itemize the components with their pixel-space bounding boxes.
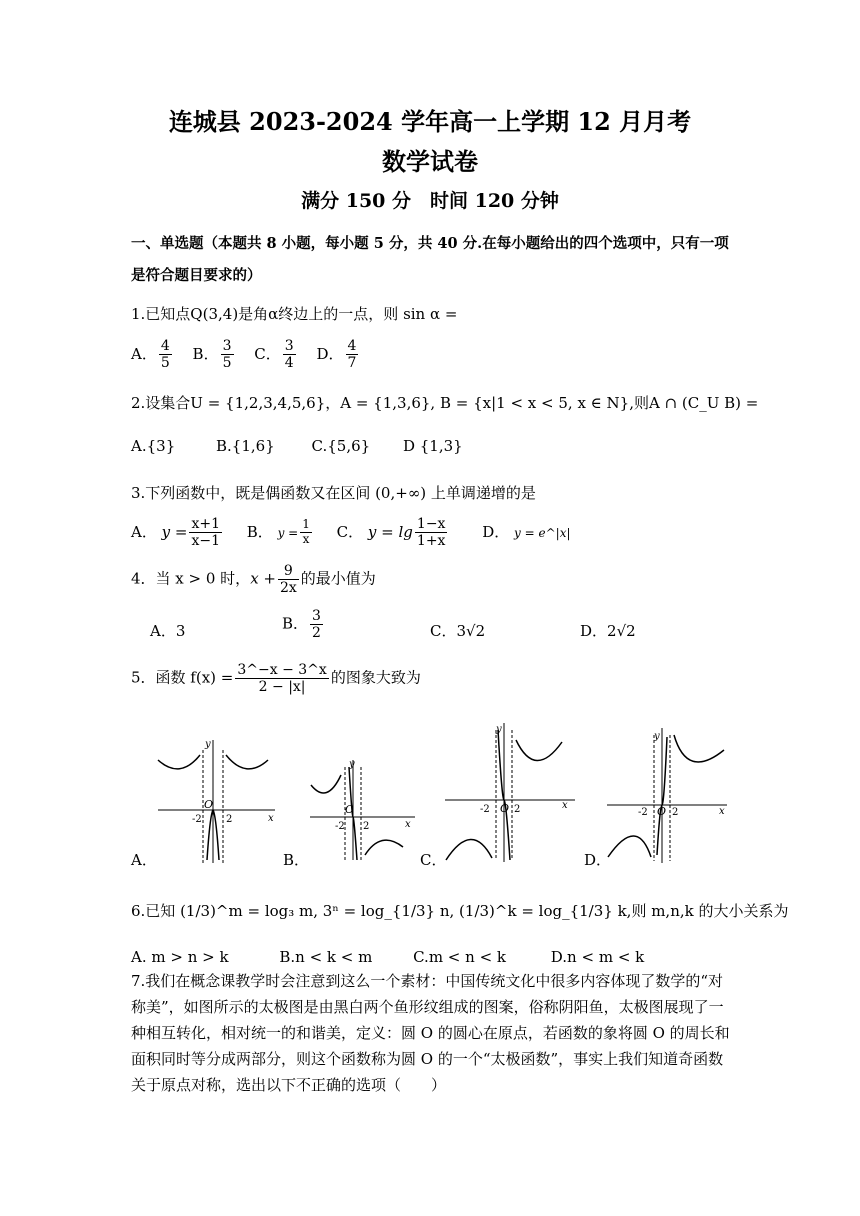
graph-b <box>305 755 420 865</box>
graph-d <box>602 725 732 865</box>
exam-title-line1: 连城县 2023-2024 学年高一上学期 12 月月考 <box>168 107 692 136</box>
q3-option-b: B． y = $\frac{1}{x}$ <box>246 517 310 547</box>
graph-b-x-label: x <box>405 819 411 830</box>
graph-c-pos-tick: 2 <box>514 804 521 815</box>
q1-option-a: A． $\frac{4}{5}$ <box>131 338 170 372</box>
graph-c-y-label: y <box>496 724 502 735</box>
q2-option-a: A.{3} <box>131 437 176 455</box>
graph-d-y-label: y <box>654 731 660 742</box>
q1-option-b: B． $\frac{3}{5}$ <box>192 338 232 372</box>
q6-option-b: B.n < k < m <box>279 948 373 966</box>
graph-a-y-label: y <box>205 739 211 750</box>
question-4-stem: 4．当 x > 0 时，x + $\frac{9}{2x}$ 的最小值为 <box>131 563 376 597</box>
exam-title-line2: 数学试卷 <box>382 147 478 176</box>
question-1-options <box>131 338 360 371</box>
graph-b-pos-tick: 2 <box>363 821 370 832</box>
q6-option-d: D.n < m < k <box>550 948 645 966</box>
graph-d-pos-tick: 2 <box>672 807 679 818</box>
q2-option-d: D {1,3} <box>402 437 463 455</box>
q1-option-c: C． $\frac{3}{4}$ <box>254 338 294 372</box>
question-6-stem: 6.已知 (1/3)^m = log₃ m, 3ⁿ = log_{1/3} n, (1/3)^k = log_{1/3} k,则 m,n,k 的大小关系为 <box>131 902 789 920</box>
question-5-stem: 5．函数 f(x) = $\frac{3\^{}-x - 3\^{}x}{2 - |x|}$ 的图象大致为 <box>131 662 421 696</box>
graph-a <box>150 735 280 865</box>
graph-c-label: C． <box>420 851 447 869</box>
graph-d-x-label: x <box>719 806 725 817</box>
graph-d-neg-tick: -2 <box>638 807 648 818</box>
q4-option-d: D．2√2 <box>580 622 636 640</box>
graph-b-neg-tick: -2 <box>335 821 345 832</box>
graph-a-label: A． <box>131 851 157 869</box>
question-2-stem: 2.设集合U = {1,2,3,4,5,6}，A = {1,3,6}, B = {x|1 < x < 5, x ∈ N},则A ∩ (C_U B) = <box>131 394 759 412</box>
q6-option-a: A. m > n > k <box>131 948 229 966</box>
graph-a-x-label: x <box>268 813 274 824</box>
graph-c-x-label: x <box>562 800 568 811</box>
question-7-text: 7.我们在概念课教学时会注意到这么一个素材：中国传统文化中很多内容体现了数学的“对称美”，如图所示的太极图是由黑白两个鱼形纹组成的图案，俗称阴阳鱼，太极图展现了一种相互转化，相对统一的和谐美，定义：圆 O 的圆心在原点，若函数的象将圆 O 的周长和面积同时等分成两部分，则这个函数称为圆 O 的一个“太极函数”，事实上我们知道奇函数关于原点对称，选出以下不正确的选项（ ） <box>131 972 730 1094</box>
graph-d-origin: O <box>657 805 667 818</box>
section-heading: 一、单选题（本题共 8 小题，每小题 5 分，共 40 分.在每小题给出的四个选项中，只有一项 <box>131 235 729 252</box>
q3-option-d: D． y = e^|x| <box>482 522 571 541</box>
q2-option-b: B.{1,6} <box>216 437 275 455</box>
q4-option-b: B． $\frac{3}{2}$ <box>282 608 321 642</box>
section-heading-cont: 是符合题目要求的） <box>131 267 262 284</box>
graph-a-pos-tick: 2 <box>226 814 233 825</box>
graph-b-origin: O <box>345 803 355 816</box>
graph-c <box>440 720 580 865</box>
graph-c-neg-tick: -2 <box>480 804 490 815</box>
question-2-options <box>131 437 463 455</box>
q3-option-c: C． y = lg $\frac{1-x}{1+x}$ <box>336 516 446 550</box>
question-3-options <box>131 516 571 549</box>
question-1-stem: 1.已知点Q(3,4)是角α终边上的一点，则 sin α = <box>131 305 458 323</box>
graph-a-neg-tick: -2 <box>192 814 202 825</box>
graph-b-label: B． <box>283 851 310 869</box>
graph-b-y-label: y <box>349 759 355 770</box>
q1-option-d: D． $\frac{4}{7}$ <box>316 338 357 372</box>
graph-c-origin: O <box>500 802 510 815</box>
graph-a-origin: O <box>204 798 214 811</box>
exam-meta: 满分 150 分 时间 120 分钟 <box>301 190 559 212</box>
graph-d-label: D． <box>584 851 612 869</box>
q6-option-c: C.m < n < k <box>413 948 507 966</box>
q4-option-c: C．3√2 <box>430 622 486 640</box>
q3-option-a: A． y = $\frac{x+1}{x-1}$ <box>131 516 220 550</box>
question-6-options <box>131 948 644 966</box>
q4-option-a: A．3 <box>150 622 186 640</box>
q2-option-c: C.{5,6} <box>311 437 371 455</box>
question-3-stem: 3.下列函数中，既是偶函数又在区间 (0,+∞) 上单调递增的是 <box>131 484 536 502</box>
